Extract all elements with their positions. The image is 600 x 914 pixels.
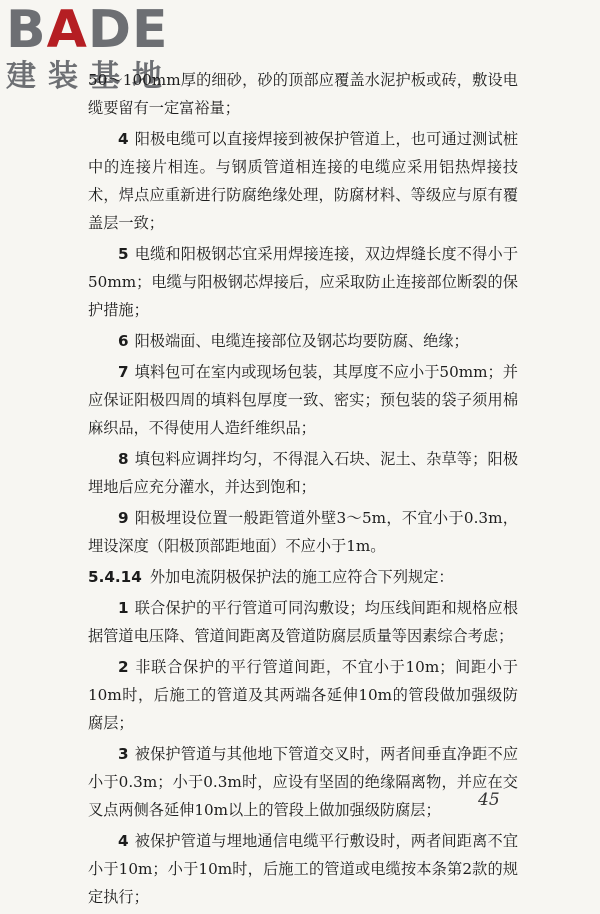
paragraph-item-6: 6 阳极端面、电缆连接部位及钢芯均要防腐、绝缘； <box>118 332 469 350</box>
page-number: 45 <box>478 790 500 810</box>
clause-item-4: 4 被保护管道与埋地通信电缆平行敷设时，两者间距离不宜小于10m；小于10m时，后施工的管道或电缆按本条第2款的规定执行； <box>88 832 518 906</box>
logo-wordmark: BADE <box>6 0 169 60</box>
paragraph-item-5: 5 电缆和阳极钢芯宜采用焊接连接，双边焊缝长度不得小于50mm；电缆与阳极钢芯焊接后，应采取防止连接部位断裂的保护措施； <box>88 245 518 319</box>
clause-item-1: 1 联合保护的平行管道可同沟敷设；均压线间距和规格应根据管道电压降、管道间距离及管道防腐层质量等因素综合考虑； <box>88 599 518 645</box>
paragraph-item-7: 7 填料包可在室内或现场包装，其厚度不应小于50mm；并应保证阳极四周的填料包厚度一致、密实；预包装的袋子须用棉麻织品，不得使用人造纤维织品； <box>88 363 518 437</box>
clause-item-3: 3 被保护管道与其他地下管道交叉时，两者间垂直净距不应小于0.3m；小于0.3m时，应设有坚固的绝缘隔离物，并应在交叉点两侧各延伸10m以上的管段上做加强级防腐层； <box>88 745 518 819</box>
paragraph-item-4: 4 阳极电缆可以直接焊接到被保护管道上，也可通过测试桩中的连接片相连。与钢质管道相连接的电缆应采用铝热焊接技术，焊点应重新进行防腐绝缘处理，防腐材料、等级应与原有覆盖层一致； <box>88 130 518 232</box>
logo-subtitle: 建装基地 <box>6 59 174 94</box>
paragraph-item-9: 9 阳极埋设位置一般距管道外壁3～5m，不宜小于0.3m，埋设深度（阳极顶部距地面）不应小于1m。 <box>88 509 518 555</box>
paragraph-item-8: 8 填包料应调拌均匀，不得混入石块、泥土、杂草等；阳极埋地后应充分灌水，并达到饱和； <box>88 450 518 496</box>
document-body <box>88 66 518 914</box>
section-heading: 5.4.14 外加电流阴极保护法的施工应符合下列规定： <box>88 568 454 586</box>
paragraph-continued: 50～100mm厚的细砂，砂的顶部应覆盖水泥护板或砖，敷设电缆要留有一定富裕量； <box>88 71 518 117</box>
clause-item-2: 2 非联合保护的平行管道间距，不宜小于10m；间距小于10m时，后施工的管道及其两端各延伸10m的管段做加强级防腐层； <box>88 658 518 732</box>
